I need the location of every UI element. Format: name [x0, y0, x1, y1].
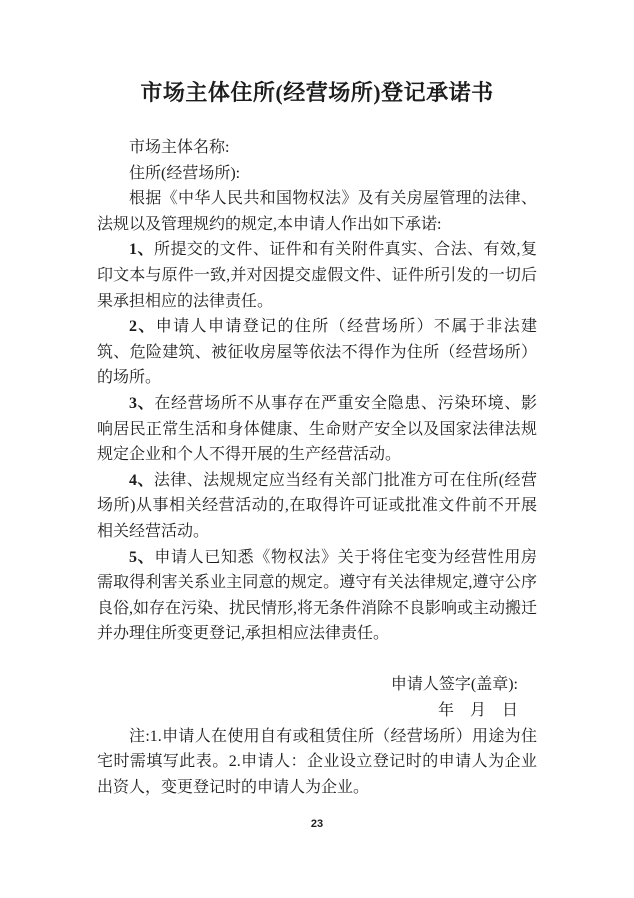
notes-text: 注:1.申请人在使用自有或租赁住所（经营场所）用途为住宅时需填写此表。2.申请人：企业设立登记时的申请人为企业出资人，变更登记时的申请人为企业。: [97, 727, 537, 796]
clause-2-text: 申请人申请登记的住所（经营场所）不属于非法建筑、危险建筑、被征收房屋等依法不得作为住所（经营场所）的场所。: [97, 318, 537, 387]
clause-5-text: 申请人已知悉《物权法》关于将住宅变为经营性用房需取得利害关系业主同意的规定。遵守有关法律规定,遵守公序良俗,如存在污染、扰民情形,将无条件消除不良影响或主动搬迁并办理住所变更登记,承担相应法律责任。: [97, 548, 538, 643]
blank-line: [97, 647, 537, 673]
clause-1-number: 1、: [129, 241, 154, 259]
page-number: 23: [310, 818, 324, 830]
clause-2: [97, 314, 537, 391]
document-body: [97, 135, 537, 800]
field-business-premises: [97, 161, 537, 187]
field-label: 市场主体名称:: [129, 139, 230, 156]
clause-4: [97, 468, 537, 545]
clause-1-text: 所提交的文件、证件和有关附件真实、合法、有效,复印文本与原件一致,并对因提交虚假文件、证件所引发的一切后果承担相应的法律责任。: [97, 241, 537, 310]
signature-date-line: 年 月 日: [437, 702, 518, 720]
clause-4-number: 4、: [129, 471, 154, 489]
signature-label: 申请人签字(盖章):: [390, 676, 518, 694]
clause-3: [97, 391, 537, 468]
clause-1: [97, 237, 537, 314]
clause-4-text: 法律、法规规定应当经有关部门批准方可在住所(经营场所)从事相关经营活动的,在取得许可证或批准文件前不开展相关经营活动。: [97, 471, 537, 540]
clause-3-text: 在经营场所不从事存在严重安全隐患、污染环境、影响居民正常生活和身体健康、生命财产安全以及国家法律法规规定企业和个人不得开展的生产经营活动。: [97, 394, 537, 464]
document-title: 市场主体住所(经营场所)登记承诺书: [140, 80, 494, 105]
clause-5: [97, 545, 537, 647]
clause-2-number: 2、: [129, 318, 156, 336]
clause-5-number: 5、: [129, 548, 155, 566]
preamble-text: 根据《中华人民共和国物权法》及有关房屋管理的法律、法规以及管理规约的规定,本申请人作出如下承诺:: [97, 190, 537, 233]
signature-block: [97, 672, 537, 723]
clause-3-number: 3、: [129, 394, 155, 412]
field-market-entity-name: [97, 135, 537, 161]
field-label: 住所(经营场所):: [129, 164, 241, 182]
notes-paragraph: [97, 724, 537, 801]
preamble-paragraph: [97, 186, 537, 237]
